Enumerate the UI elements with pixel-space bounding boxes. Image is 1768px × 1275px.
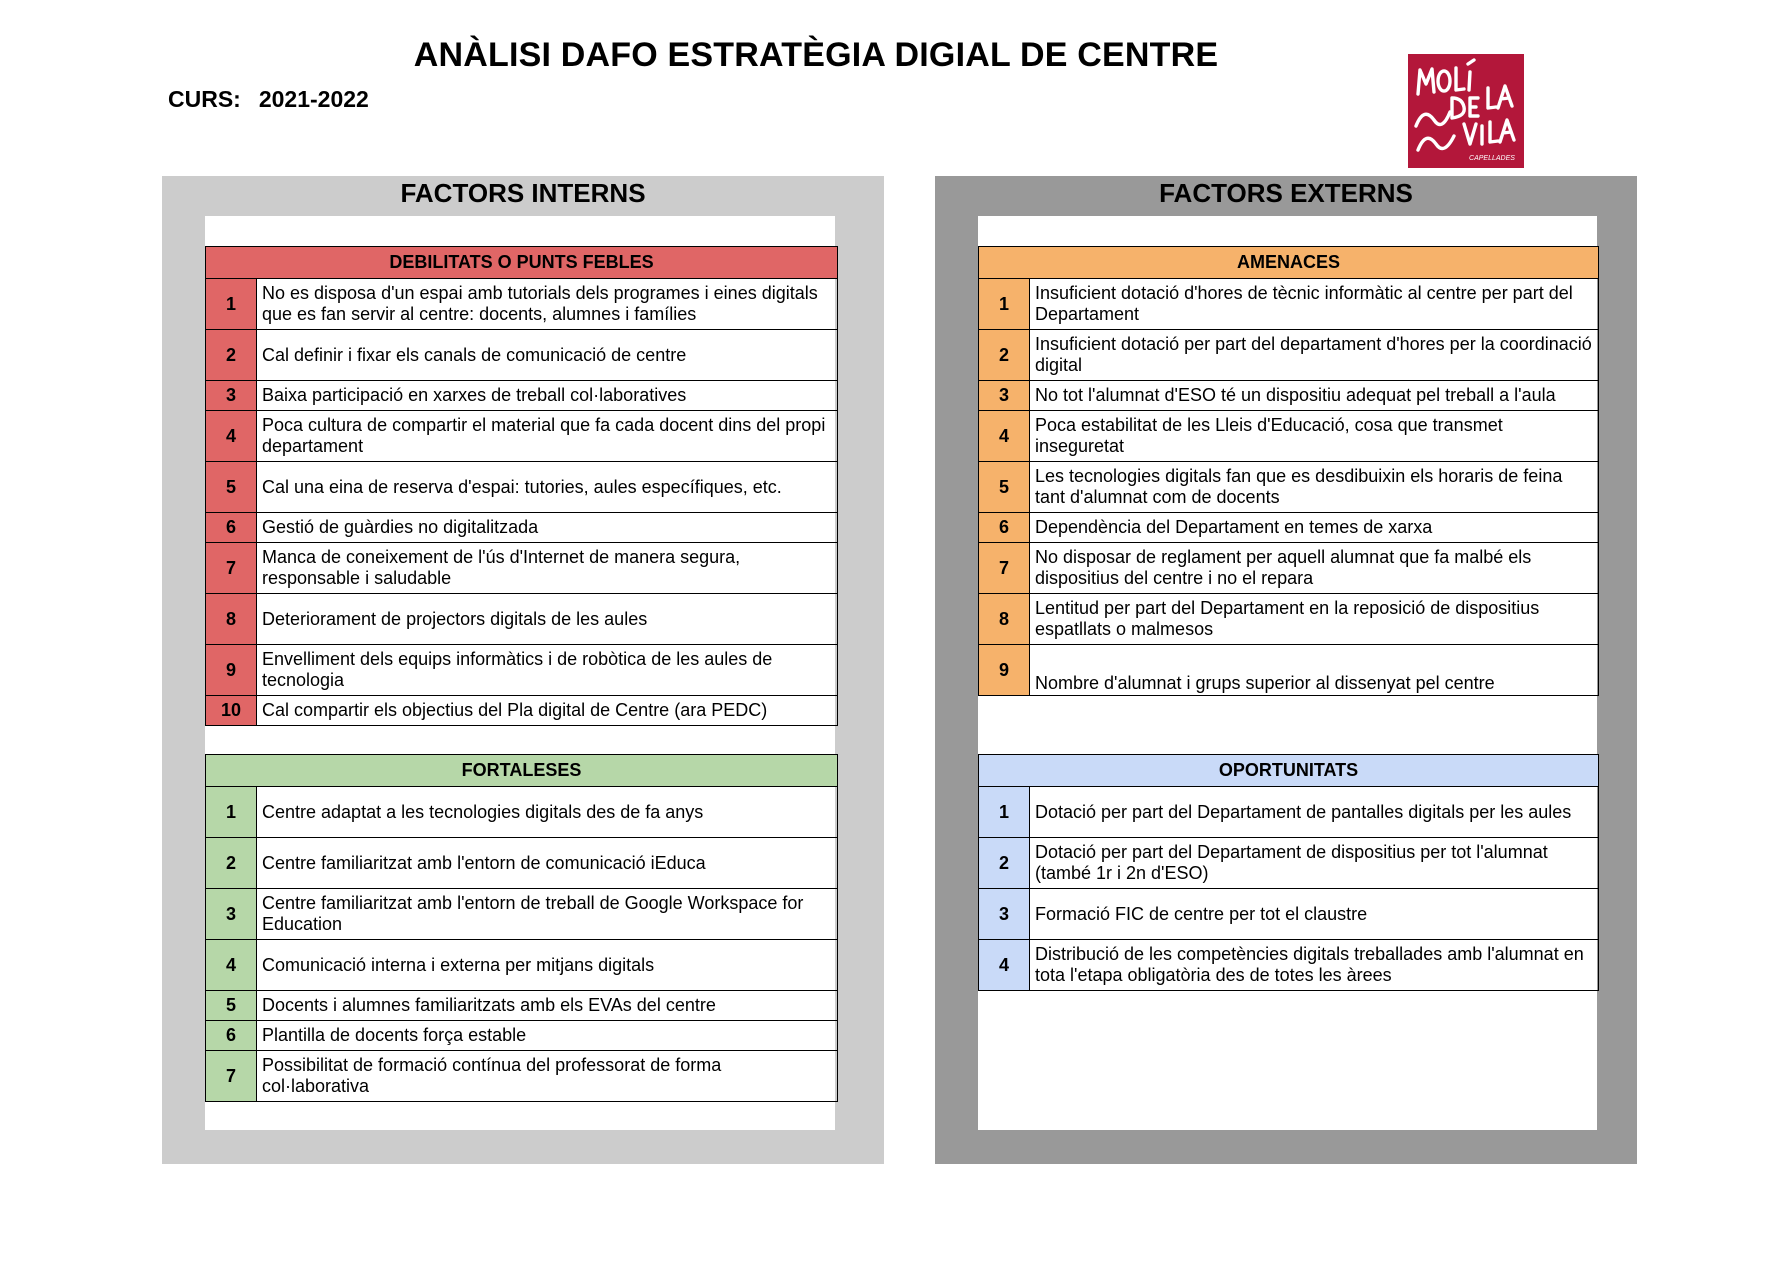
item-number: 6 — [206, 1021, 257, 1051]
fortaleses-heading: FORTALESES — [206, 755, 838, 787]
item-number: 3 — [206, 889, 257, 940]
item-text: Distribució de les competències digitals treballades amb l'alumnat en tota l'etapa obligatòria des de totes les àrees — [1030, 940, 1599, 991]
table-row — [206, 940, 838, 991]
school-logo — [1408, 54, 1524, 168]
table-row — [206, 696, 838, 726]
item-text: Centre adaptat a les tecnologies digitals des de fa anys — [257, 787, 838, 838]
table-row — [206, 1021, 838, 1051]
table-row — [979, 381, 1599, 411]
fortaleses-table — [205, 754, 838, 1102]
table-row — [206, 1051, 838, 1102]
amenaces-heading: AMENACES — [979, 247, 1599, 279]
item-number: 1 — [206, 279, 257, 330]
item-number: 3 — [206, 381, 257, 411]
item-number: 3 — [979, 381, 1030, 411]
item-text: Cal una eina de reserva d'espai: tutories, aules específiques, etc. — [257, 462, 838, 513]
table-row — [206, 645, 838, 696]
table-row — [979, 279, 1599, 330]
item-text: Poca cultura de compartir el material que fa cada docent dins del propi departament — [257, 411, 838, 462]
oportunitats-heading: OPORTUNITATS — [979, 755, 1599, 787]
item-number: 7 — [979, 543, 1030, 594]
table-row — [979, 411, 1599, 462]
item-number: 1 — [979, 787, 1030, 838]
curs-value: 2021-2022 — [258, 86, 369, 112]
item-text: Lentitud per part del Departament en la reposició de dispositius espatllats o malmesos — [1030, 594, 1599, 645]
table-row — [979, 940, 1599, 991]
table-row — [206, 543, 838, 594]
table-row — [206, 330, 838, 381]
item-text: Envelliment dels equips informàtics i de robòtica de les aules de tecnologia — [257, 645, 838, 696]
item-text: Cal definir i fixar els canals de comunicació de centre — [257, 330, 838, 381]
item-text: Dotació per part del Departament de dispositius per tot l'alumnat (també 1r i 2n d'ESO) — [1030, 838, 1599, 889]
item-text: Centre familiaritzat amb l'entorn de treball de Google Workspace for Education — [257, 889, 838, 940]
item-number: 5 — [979, 462, 1030, 513]
table-row — [979, 594, 1599, 645]
page-title: ANÀLISI DAFO ESTRATÈGIA DIGIAL DE CENTRE — [413, 36, 1219, 74]
item-text: Centre familiaritzat amb l'entorn de comunicació iEduca — [257, 838, 838, 889]
item-number: 2 — [206, 330, 257, 381]
item-text: Cal compartir els objectius del Pla digital de Centre (ara PEDC) — [257, 696, 838, 726]
table-row — [206, 279, 838, 330]
item-text: Insuficient dotació per part del departament d'hores per la coordinació digital — [1030, 330, 1599, 381]
item-text: Formació FIC de centre per tot el claustre — [1030, 889, 1599, 940]
item-text: Poca estabilitat de les Lleis d'Educació, cosa que transmet inseguretat — [1030, 411, 1599, 462]
item-number: 7 — [206, 543, 257, 594]
item-text: Deteriorament de projectors digitals de les aules — [257, 594, 838, 645]
table-row — [979, 543, 1599, 594]
item-number: 8 — [206, 594, 257, 645]
table-row — [979, 462, 1599, 513]
item-number: 4 — [206, 940, 257, 991]
item-text: No disposar de reglament per aquell alumnat que fa malbé els dispositius del centre i no el repara — [1030, 543, 1599, 594]
item-number: 6 — [979, 513, 1030, 543]
item-number: 9 — [979, 645, 1030, 696]
table-row — [206, 513, 838, 543]
item-text: Plantilla de docents força estable — [257, 1021, 838, 1051]
panel-factors-externs — [935, 176, 1637, 1164]
item-text: No es disposa d'un espai amb tutorials dels programes i eines digitals que es fan servir al centre: docents, alumnes i famílies — [257, 279, 838, 330]
oportunitats-table — [978, 754, 1599, 991]
debilitats-table — [205, 246, 838, 726]
table-row — [206, 889, 838, 940]
panel-title-externs: FACTORS EXTERNS — [1159, 178, 1413, 208]
item-number: 5 — [206, 991, 257, 1021]
table-row — [206, 787, 838, 838]
item-number: 2 — [979, 330, 1030, 381]
item-text: Dotació per part del Departament de pantalles digitals per les aules — [1030, 787, 1599, 838]
item-text: Comunicació interna i externa per mitjans digitals — [257, 940, 838, 991]
table-row — [206, 381, 838, 411]
item-text: Baixa participació en xarxes de treball col·laboratives — [257, 381, 838, 411]
panel-title-interns: FACTORS INTERNS — [400, 178, 646, 208]
item-number: 2 — [206, 838, 257, 889]
panel-factors-interns — [162, 176, 884, 1164]
item-text: Gestió de guàrdies no digitalitzada — [257, 513, 838, 543]
item-text: No tot l'alumnat d'ESO té un dispositiu adequat pel treball a l'aula — [1030, 381, 1599, 411]
item-text: Manca de coneixement de l'ús d'Internet de manera segura, responsable i saludable — [257, 543, 838, 594]
item-text: Insuficient dotació d'hores de tècnic informàtic al centre per part del Departament — [1030, 279, 1599, 330]
amenaces-table — [978, 246, 1599, 696]
school-year — [168, 86, 369, 113]
item-number: 2 — [979, 838, 1030, 889]
table-row — [979, 330, 1599, 381]
item-number: 5 — [206, 462, 257, 513]
item-number: 1 — [206, 787, 257, 838]
item-text: Dependència del Departament en temes de xarxa — [1030, 513, 1599, 543]
table-row — [206, 594, 838, 645]
item-number: 4 — [979, 940, 1030, 991]
item-number: 4 — [979, 411, 1030, 462]
table-row — [979, 838, 1599, 889]
item-number: 1 — [979, 279, 1030, 330]
table-row — [979, 645, 1599, 696]
item-text: Docents i alumnes familiaritzats amb els EVAs del centre — [257, 991, 838, 1021]
table-row — [206, 411, 838, 462]
table-row — [206, 991, 838, 1021]
table-row — [979, 513, 1599, 543]
table-row — [979, 889, 1599, 940]
curs-label: CURS: — [168, 86, 241, 112]
item-number: 4 — [206, 411, 257, 462]
item-number: 3 — [979, 889, 1030, 940]
table-row — [206, 838, 838, 889]
item-number: 7 — [206, 1051, 257, 1102]
debilitats-heading: DEBILITATS O PUNTS FEBLES — [206, 247, 838, 279]
item-number: 10 — [206, 696, 257, 726]
item-text: Possibilitat de formació contínua del professorat de forma col·laborativa — [257, 1051, 838, 1102]
logo-subtext: CAPELLADES — [1469, 155, 1515, 162]
item-text: Les tecnologies digitals fan que es desdibuixin els horaris de feina tant d'alumnat com de docents — [1030, 462, 1599, 513]
table-row — [206, 462, 838, 513]
item-text: Nombre d'alumnat i grups superior al dissenyat pel centre — [1030, 645, 1599, 696]
item-number: 8 — [979, 594, 1030, 645]
table-row — [979, 787, 1599, 838]
item-number: 6 — [206, 513, 257, 543]
item-number: 9 — [206, 645, 257, 696]
